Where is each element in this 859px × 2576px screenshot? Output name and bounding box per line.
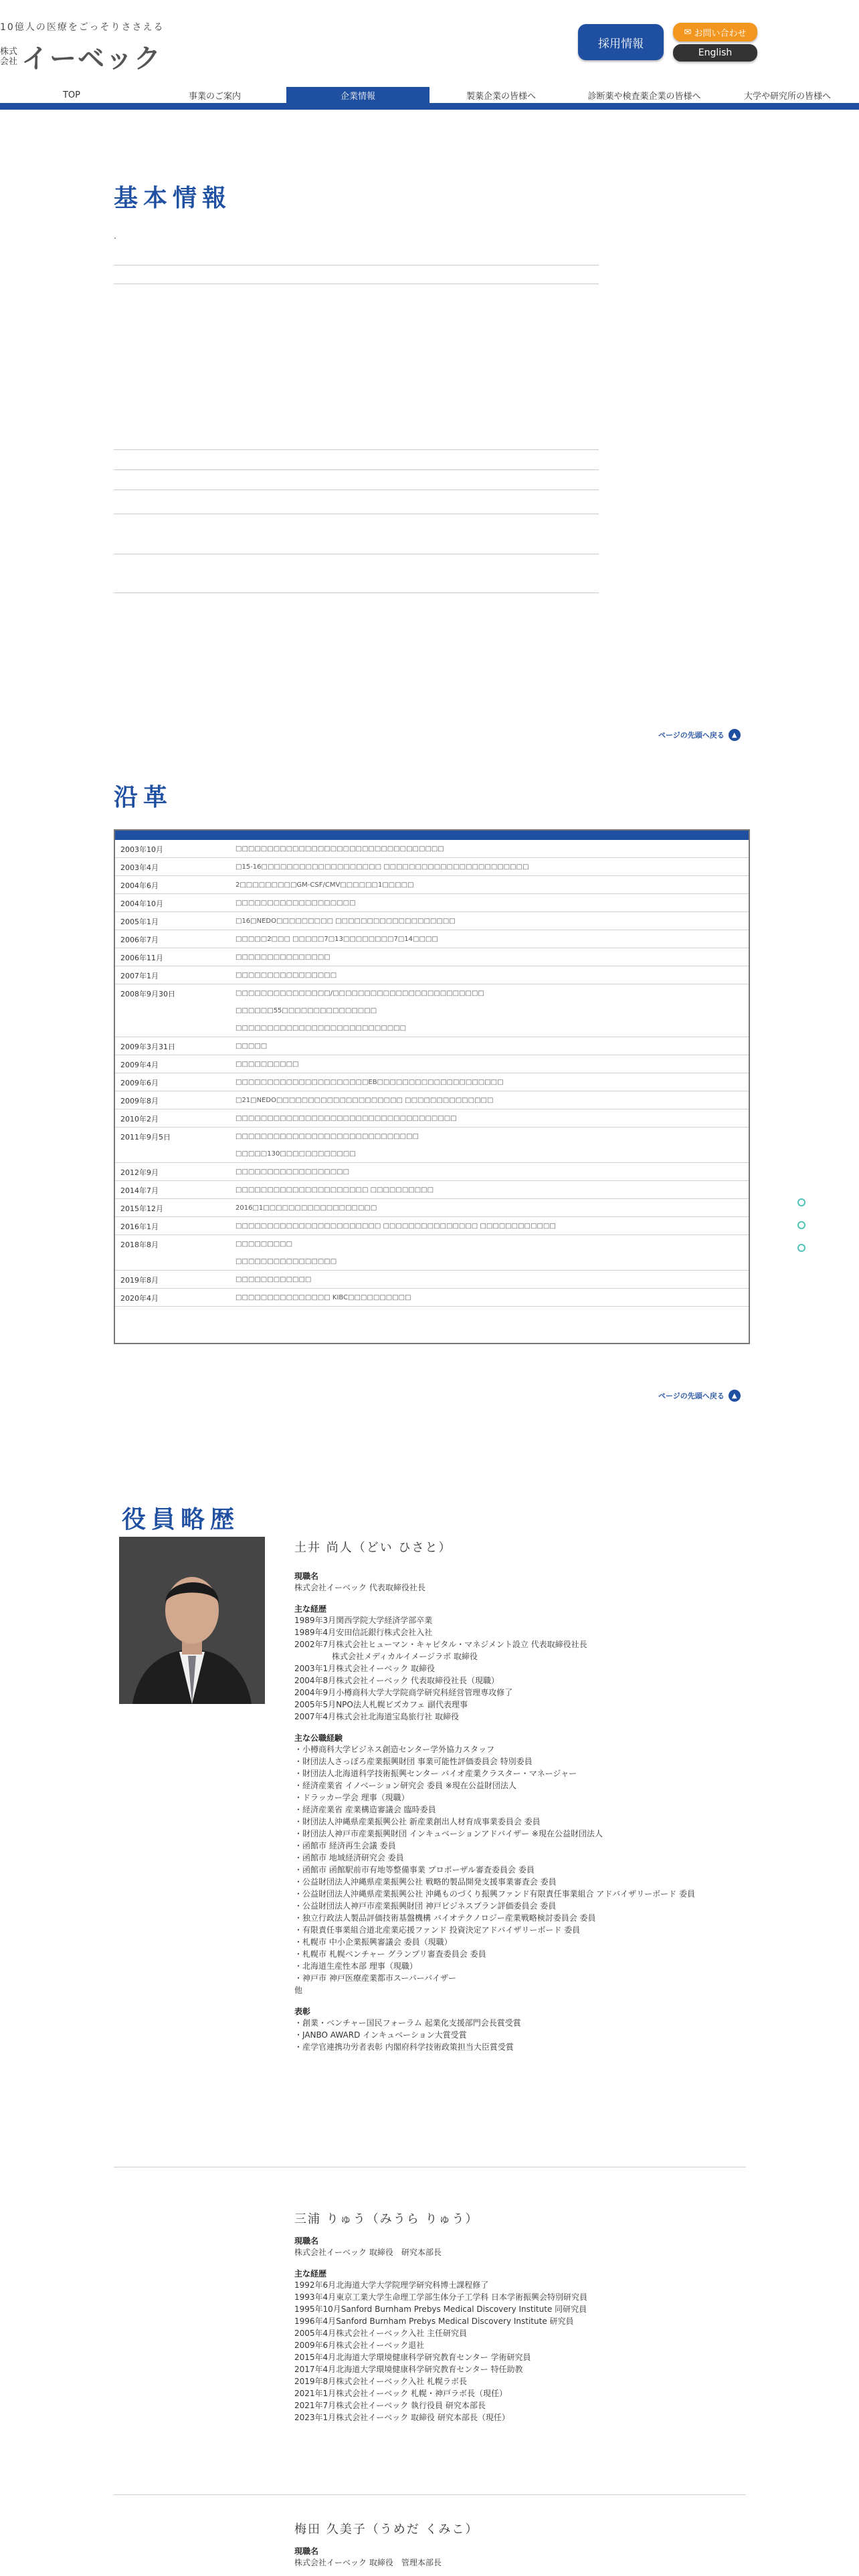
history-event: □□□□□□□□□□□□□□□ bbox=[235, 953, 330, 961]
career-year: 2017年4月 bbox=[294, 2365, 337, 2374]
history-date: 2010年2月 bbox=[120, 1115, 159, 1123]
history-events bbox=[235, 1073, 749, 1091]
officer-position-heading: 現職名 bbox=[294, 2547, 319, 2556]
history-row bbox=[115, 1055, 749, 1073]
career-entry bbox=[294, 2387, 763, 2399]
history-row bbox=[115, 1073, 749, 1091]
history-event: □□□□□□□□□□□□□□□□□□□□□□□□□□□□□ bbox=[235, 1132, 419, 1140]
career-text: 株式会社イーベック 代表取締役社長（現職） bbox=[336, 1676, 500, 1685]
history-row bbox=[115, 1217, 749, 1235]
public-role-item: ・札幌市 中小企業振興審議会 委員（現職） bbox=[294, 1937, 452, 1947]
main-nav bbox=[0, 87, 859, 103]
career-text: 株式会社イーベック退社 bbox=[336, 2341, 425, 2350]
career-entry bbox=[294, 2375, 763, 2387]
history-event: □15-16□□□□□□□□□□□□□□□□□□□ □□□□□□□□□□□□□□□□□□□□□□□ bbox=[235, 863, 529, 871]
history-events bbox=[235, 948, 749, 966]
history-date: 2012年9月 bbox=[120, 1168, 159, 1177]
history-row bbox=[115, 1037, 749, 1055]
officer-name: 三浦 りゅう（みうら りゅう） bbox=[294, 2212, 479, 2226]
award-item: ・産学官連携功労者表彰 内閣府科学技術政策担当大臣賞受賞 bbox=[294, 2042, 514, 2052]
officer-doi bbox=[294, 1538, 763, 2053]
career-text: 関西学院大学経済学部卒業 bbox=[336, 1616, 433, 1625]
career-text: 株式会社北海道宝島旅行社 取締役 bbox=[336, 1712, 460, 1721]
history-events bbox=[235, 1163, 749, 1180]
info-divider bbox=[114, 449, 599, 450]
career-entry bbox=[294, 2327, 763, 2339]
officer-award-heading: 表彰 bbox=[294, 2007, 311, 2016]
history-row bbox=[115, 1128, 749, 1163]
history-row bbox=[115, 984, 749, 1037]
nav-item-top[interactable]: TOP bbox=[62, 90, 80, 100]
officer-career-heading: 主な経歴 bbox=[294, 1604, 327, 1614]
history-events bbox=[235, 858, 749, 875]
career-year: 1989年3月 bbox=[294, 1616, 337, 1625]
public-role-item: ・経済産業省 産業構造審議会 臨時委員 bbox=[294, 1805, 436, 1814]
history-date: 2003年10月 bbox=[120, 845, 163, 854]
history-row bbox=[115, 966, 749, 984]
history-row bbox=[115, 876, 749, 894]
career-text: NPO法人札幌ビズカフェ 副代表理事 bbox=[336, 1700, 468, 1709]
career-year: 2021年7月 bbox=[294, 2401, 337, 2410]
history-events bbox=[235, 966, 749, 984]
mail-icon: ✉ bbox=[684, 27, 692, 37]
history-row bbox=[115, 840, 749, 858]
career-text: 株式会社イーベック 取締役 bbox=[336, 1664, 436, 1673]
career-text: 株式会社イーベック 執行役員 研究本部長 bbox=[336, 2401, 486, 2410]
history-events bbox=[235, 840, 749, 857]
history-events bbox=[235, 984, 749, 1037]
career-entry bbox=[294, 1699, 763, 1711]
logo-name: イーベック bbox=[21, 43, 162, 74]
career-year: 2021年1月 bbox=[294, 2389, 337, 2398]
career-year: 2005年4月 bbox=[294, 2329, 337, 2338]
history-events bbox=[235, 1289, 749, 1306]
section-dot[interactable] bbox=[797, 1198, 805, 1206]
history-row bbox=[115, 912, 749, 930]
history-table bbox=[114, 829, 750, 1344]
officer-name: 土井 尚人（どい ひさと） bbox=[294, 1541, 452, 1555]
history-date: 2004年10月 bbox=[120, 899, 163, 908]
career-text: 株式会社イーベック入社 札幌ラボ長 bbox=[336, 2377, 468, 2386]
history-event: □□□□□ bbox=[235, 1042, 268, 1050]
history-rows bbox=[115, 840, 749, 1307]
award-item: ・創業・ベンチャー国民フォーラム 起業化支援部門会長賞受賞 bbox=[294, 2018, 521, 2028]
career-year: 2004年8月 bbox=[294, 1676, 337, 1685]
career-entry bbox=[294, 1650, 763, 1662]
portrait-image bbox=[119, 1537, 265, 1704]
history-events bbox=[235, 1037, 749, 1055]
history-date: 2016年1月 bbox=[120, 1222, 159, 1231]
career-year: 2004年9月 bbox=[294, 1688, 337, 1697]
history-date: 2009年8月 bbox=[120, 1097, 159, 1105]
history-date: 2019年8月 bbox=[120, 1276, 159, 1285]
officer-miura bbox=[294, 2210, 763, 2424]
career-entry bbox=[294, 1675, 763, 1687]
history-date: 2011年9月5日 bbox=[120, 1133, 171, 1142]
career-text: 小樽商科大学大学院商学研究科経営管理専攻修了 bbox=[336, 1688, 513, 1697]
officer-photo bbox=[119, 1537, 265, 1704]
history-event: □□□□□130□□□□□□□□□□□□ bbox=[235, 1150, 356, 1158]
basic-info-dot: . bbox=[114, 231, 116, 241]
history-table-header bbox=[115, 831, 749, 840]
company-logo[interactable] bbox=[0, 20, 165, 76]
contact-label: お問い合わせ bbox=[694, 28, 747, 39]
officer-position-heading: 現職名 bbox=[294, 2236, 319, 2246]
back-to-top-link[interactable] bbox=[658, 1390, 741, 1402]
history-date: 2003年4月 bbox=[120, 863, 159, 872]
career-text: 株式会社イーベック 取締役 研究本部長（現任） bbox=[336, 2413, 510, 2422]
career-text: 安田信託銀行株式会社入社 bbox=[336, 1628, 433, 1637]
career-year: 2005年5月 bbox=[294, 1700, 337, 1709]
page-section-indicator bbox=[797, 1198, 805, 1252]
career-entry bbox=[294, 1626, 763, 1638]
career-text: 株式会社ヒューマン・キャピタル・マネジメント設立 代表取締役社長 bbox=[336, 1640, 587, 1649]
career-entry bbox=[294, 2363, 763, 2375]
history-event: □21□NEDO□□□□□□□□□□□□□□□□□□□□ □□□□□□□□□□□□□□ bbox=[235, 1096, 494, 1104]
history-events bbox=[235, 930, 749, 948]
career-entry bbox=[294, 1711, 763, 1723]
public-role-item: ・公益財団法人神戸市産業振興財団 神戸ビジネスプラン評価委員会 委員 bbox=[294, 1901, 557, 1911]
history-event: □□□□□□□□□□□□□□□□□□□ bbox=[235, 899, 356, 907]
history-row bbox=[115, 1271, 749, 1289]
history-events bbox=[235, 1199, 749, 1216]
award-item: ・JANBO AWARD インキュベーション大賞受賞 bbox=[294, 2030, 467, 2040]
officer-name: 梅田 久美子（うめだ くみこ） bbox=[294, 2523, 479, 2537]
basic-info-title: 基本情報 bbox=[114, 185, 232, 212]
career-text: 株式会社イーベック 札幌・神戸ラボ長（現任） bbox=[336, 2389, 508, 2398]
history-events bbox=[235, 1128, 749, 1162]
history-event: □□□□□□□□□□□□□□□□ bbox=[235, 971, 337, 979]
arrow-up-icon: ▲ bbox=[729, 1390, 741, 1402]
history-event: □□□□□□□□□□□□□□□□□□□□□□□□□□□□□□□□□□□ bbox=[235, 1114, 457, 1122]
history-row bbox=[115, 1163, 749, 1181]
section-dot[interactable] bbox=[797, 1221, 805, 1229]
officer-umeda bbox=[294, 2520, 763, 2569]
public-role-item: ・有限責任事業組合道北産業応援ファンド 投資決定アドバイザリーボード 委員 bbox=[294, 1925, 581, 1935]
public-role-item: ・経済産業省 イノベーション研究会 委員 ※現在公益財団法人 bbox=[294, 1781, 516, 1790]
nav-underline bbox=[0, 103, 859, 110]
history-row bbox=[115, 1091, 749, 1109]
history-date: 2005年1月 bbox=[120, 918, 159, 926]
history-event: □□□□□□□□□□□□□□□□□□□□□ □□□□□□□□□□ bbox=[235, 1186, 434, 1194]
career-entry bbox=[294, 2315, 763, 2327]
history-event: 2□□□□□□□□□GM-CSF/CMV□□□□□□1□□□□□ bbox=[235, 881, 414, 889]
history-event: 2016□1□□□□□□□□□□□□□□□□□□ bbox=[235, 1204, 377, 1212]
history-date: 2004年6月 bbox=[120, 881, 159, 890]
officer-career-heading: 主な経歴 bbox=[294, 2269, 327, 2278]
history-event: □□□□□□□□□□□□□□□□□□□□□□□□□□□□□□□□□ bbox=[235, 845, 444, 853]
recruit-button[interactable]: 採用情報 bbox=[578, 24, 664, 60]
career-year: 2015年4月 bbox=[294, 2353, 337, 2362]
history-event: □□□□□□□□□ bbox=[235, 1240, 293, 1248]
public-role-item: ・函館市 経済再生会議 委員 bbox=[294, 1841, 396, 1850]
officers-title: 役員略歴 bbox=[122, 1506, 240, 1533]
nav-item-diagnostics[interactable]: 診断薬や検査薬企業の皆様へ bbox=[587, 91, 701, 102]
history-events bbox=[235, 1091, 749, 1109]
history-event: □□□□□2□□□ □□□□□7□13□□□□□□□□7□14□□□□ bbox=[235, 935, 438, 943]
career-entry bbox=[294, 2351, 763, 2363]
public-role-item: ・独立行政法人製品評価技術基盤機構 バイオテクノロジー産業戦略検討委員会 委員 bbox=[294, 1913, 596, 1923]
history-date: 2018年8月 bbox=[120, 1241, 159, 1249]
officer-position: 株式会社イーベック 代表取締役社長 bbox=[294, 1583, 425, 1592]
history-date: 2009年6月 bbox=[120, 1079, 159, 1087]
nav-item-pharma[interactable]: 製薬企業の皆様へ bbox=[466, 91, 536, 102]
history-title: 沿革 bbox=[114, 784, 173, 811]
history-events bbox=[235, 894, 749, 911]
history-row bbox=[115, 894, 749, 912]
career-year: 1996年4月 bbox=[294, 2317, 337, 2326]
career-year: 2009年6月 bbox=[294, 2341, 337, 2350]
public-role-item: ・財団法人さっぽろ産業振興財団 事業可能性評価委員会 特別委員 bbox=[294, 1757, 533, 1766]
career-text: Sanford Burnham Prebys Medical Discovery Institute 研究員 bbox=[336, 2317, 574, 2326]
history-event: □□□□□□□□□□□□□□□/□□□□□□□□□□□□□□□□□□□□□□□□ bbox=[235, 989, 484, 997]
contact-button[interactable] bbox=[673, 23, 757, 41]
history-event: □□□□□□□□□□□□□□□□□□□□□□□ □□□□□□□□□□□□□□□ □□□□□□□□□□□□ bbox=[235, 1222, 556, 1230]
public-role-item: ・小樽商科大学ビジネス創造センター学外協力スタッフ bbox=[294, 1745, 495, 1754]
public-role-item: ・財団法人神戸市産業振興財団 インキュベーションアドバイザー ※現在公益財団法人 bbox=[294, 1829, 603, 1838]
history-events bbox=[235, 1271, 749, 1288]
history-row bbox=[115, 1289, 749, 1307]
career-year: 2007年4月 bbox=[294, 1712, 337, 1721]
history-date: 2006年11月 bbox=[120, 954, 163, 962]
history-date: 2006年7月 bbox=[120, 936, 159, 944]
career-year: 2002年7月 bbox=[294, 1640, 337, 1649]
public-role-item: ・神戸市 神戸医療産業都市スーパーバイザー bbox=[294, 1973, 457, 1983]
history-date: 2014年7月 bbox=[120, 1186, 159, 1195]
career-year: 2003年1月 bbox=[294, 1664, 337, 1673]
career-text: 北海道大学大学院理学研究科博士課程修了 bbox=[336, 2280, 489, 2290]
history-row bbox=[115, 1181, 749, 1199]
officer-position-heading: 現職名 bbox=[294, 1572, 319, 1581]
history-date: 2009年3月31日 bbox=[120, 1043, 175, 1051]
career-text: 株式会社メディカルイメージラボ 取締役 bbox=[332, 1652, 478, 1661]
history-event: □□□□□□□□□□□□□□□□□□□□□EB□□□□□□□□□□□□□□□□□□□□ bbox=[235, 1078, 504, 1086]
english-button[interactable]: English bbox=[673, 44, 757, 62]
back-to-top-label: ページの先頭へ戻る bbox=[658, 1392, 725, 1400]
history-event: □□□□□□55□□□□□□□□□□□□□□□ bbox=[235, 1006, 377, 1014]
history-events bbox=[235, 1109, 749, 1127]
career-text: 東京工業大学生命理工学部生体分子工学科 日本学術振興会特別研究員 bbox=[336, 2292, 588, 2302]
public-role-item: ・北海道生産性本部 理事（現職） bbox=[294, 1961, 417, 1971]
history-event: □□□□□□□□□□□□□□□ KIBC□□□□□□□□□□ bbox=[235, 1293, 411, 1301]
public-role-item: ・ドラッカー学会 理事（現職） bbox=[294, 1793, 409, 1802]
history-row bbox=[115, 1109, 749, 1128]
history-event: □□□□□□□□□□□□□□□□□□ bbox=[235, 1168, 350, 1176]
career-entry bbox=[294, 2411, 763, 2424]
nav-item-company[interactable]: 企業情報 bbox=[286, 87, 430, 103]
history-date: 2009年4月 bbox=[120, 1061, 159, 1069]
public-role-item: ・函館市 函館駅前市有地等整備事業 プロポーザル審査委員会 委員 bbox=[294, 1865, 535, 1874]
officer-divider bbox=[114, 2494, 746, 2495]
history-events bbox=[235, 1055, 749, 1073]
info-divider bbox=[114, 469, 599, 470]
officer-career-list bbox=[294, 2279, 763, 2424]
public-role-item: ・札幌市 札幌ベンチャー グランプリ審査委員会 委員 bbox=[294, 1949, 486, 1959]
history-events bbox=[235, 876, 749, 893]
history-date: 2007年1月 bbox=[120, 972, 159, 980]
history-date: 2015年12月 bbox=[120, 1204, 163, 1213]
history-event: □□□□□□□□□□□□ bbox=[235, 1275, 312, 1283]
history-events bbox=[235, 1181, 749, 1198]
public-role-item: ・財団法人北海道科学技術振興センター バイオ産業クラスター・マネージャー bbox=[294, 1769, 577, 1778]
officer-public-heading: 主な公職経験 bbox=[294, 1733, 343, 1743]
arrow-up-icon: ▲ bbox=[729, 729, 741, 741]
career-entry bbox=[294, 2339, 763, 2351]
history-events bbox=[235, 1235, 749, 1270]
public-role-item: ・公益財団法人沖縄県産業振興公社 戦略的製品開発支援事業審査会 委員 bbox=[294, 1877, 557, 1887]
career-entry bbox=[294, 2303, 763, 2315]
public-role-item: ・函館市 地域経済研究会 委員 bbox=[294, 1853, 404, 1862]
history-events bbox=[235, 912, 749, 930]
history-row bbox=[115, 1235, 749, 1271]
career-text: Sanford Burnham Prebys Medical Discovery Institute 同研究員 bbox=[341, 2304, 587, 2314]
career-entry bbox=[294, 2279, 763, 2291]
career-entry bbox=[294, 2399, 763, 2411]
back-to-top-label: ページの先頭へ戻る bbox=[658, 731, 725, 740]
logo-tagline: 10億人の医療をごっそりささえる bbox=[0, 22, 165, 33]
back-to-top-link[interactable] bbox=[658, 729, 741, 741]
history-row bbox=[115, 948, 749, 966]
career-entry bbox=[294, 2291, 763, 2303]
history-row bbox=[115, 1199, 749, 1217]
section-dot[interactable] bbox=[797, 1244, 805, 1252]
history-event: □□□□□□□□□□ bbox=[235, 1060, 299, 1068]
career-entry bbox=[294, 1614, 763, 1626]
nav-item-academia[interactable]: 大学や研究所の皆様へ bbox=[743, 91, 831, 102]
career-text: 北海道大学環境健康科学研究教育センター 学術研究員 bbox=[336, 2353, 531, 2362]
logo-corp-label: 株式会社 bbox=[0, 46, 18, 67]
career-text: 株式会社イーベック入社 主任研究員 bbox=[336, 2329, 468, 2338]
officer-public-list bbox=[294, 1743, 763, 1996]
history-event: □□□□□□□□□□□□□□□□□□□□□□□□□□□ bbox=[235, 1024, 407, 1032]
career-year: 1993年4月 bbox=[294, 2292, 337, 2302]
public-role-item: ・公益財団法人沖縄県産業振興公社 沖縄ものづくり振興ファンド有限責任事業組合 アドバイザリーボード 委員 bbox=[294, 1889, 695, 1899]
career-year: 2023年1月 bbox=[294, 2413, 337, 2422]
history-row bbox=[115, 930, 749, 948]
officer-award-list bbox=[294, 2017, 763, 2053]
history-date: 2020年4月 bbox=[120, 1294, 159, 1303]
career-text: 北海道大学環境健康科学研究教育センター 特任助教 bbox=[336, 2365, 523, 2374]
career-year: 1989年4月 bbox=[294, 1628, 337, 1637]
career-year: 1995年10月 bbox=[294, 2304, 341, 2314]
history-date: 2008年9月30日 bbox=[120, 990, 175, 998]
career-entry bbox=[294, 1662, 763, 1675]
career-entry bbox=[294, 1638, 763, 1650]
history-events bbox=[235, 1217, 749, 1235]
history-row bbox=[115, 858, 749, 876]
officer-position: 株式会社イーベック 取締役 研究本部長 bbox=[294, 2248, 442, 2257]
career-year: 2019年8月 bbox=[294, 2377, 337, 2386]
history-event: □□□□□□□□□□□□□□□□ bbox=[235, 1257, 337, 1265]
career-entry bbox=[294, 1687, 763, 1699]
career-year: 1992年6月 bbox=[294, 2280, 337, 2290]
site-header bbox=[0, 0, 859, 87]
nav-item-business[interactable]: 事業のご案内 bbox=[188, 91, 241, 102]
officer-position: 株式会社イーベック 取締役 管理本部長 bbox=[294, 2558, 442, 2567]
history-event: □16□NEDO□□□□□□□□□ □□□□□□□□□□□□□□□□□□□ bbox=[235, 917, 456, 925]
public-role-item: ・財団法人沖縄県産業振興公社 新産業創出人材育成事業委員会 委員 bbox=[294, 1817, 541, 1826]
officer-career-list bbox=[294, 1614, 763, 1723]
public-role-item: 他 bbox=[294, 1985, 303, 1995]
